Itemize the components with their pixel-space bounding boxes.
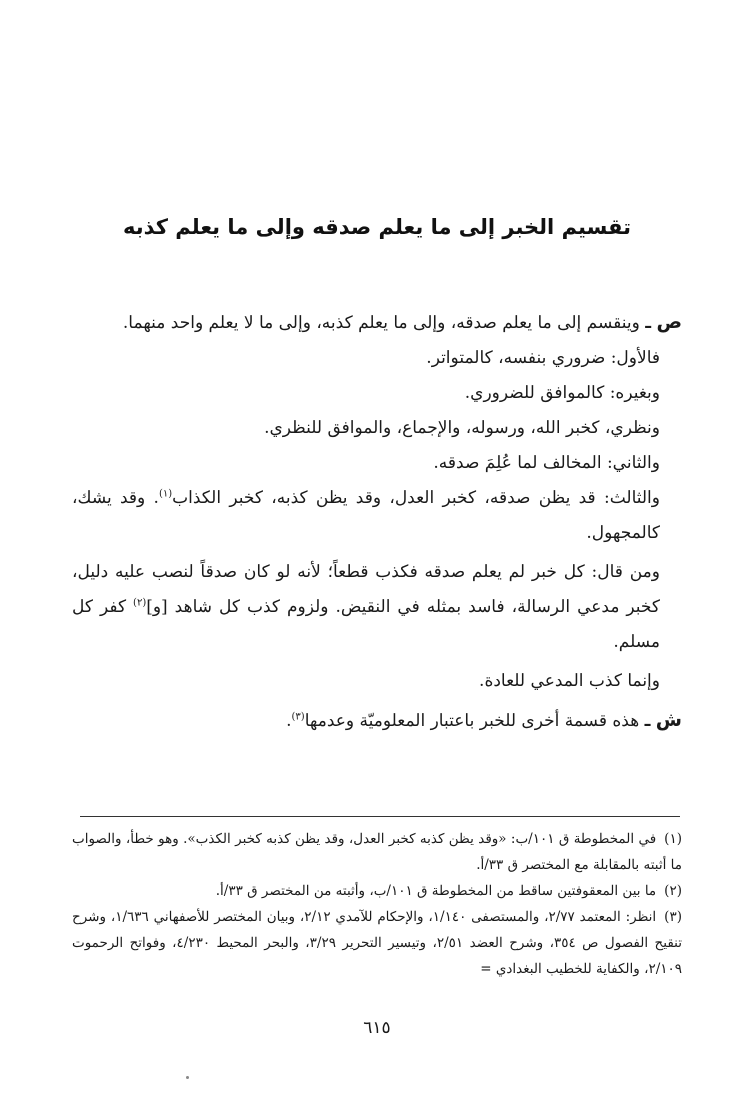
section-heading: تقسيم الخبر إلى ما يعلم صدقه وإلى ما يعلم كذبه — [123, 215, 631, 239]
footnote-number: (٣) — [664, 909, 682, 925]
page-number: ٦١٥ — [363, 1018, 391, 1038]
footnote-1 — [72, 826, 682, 878]
paragraph-body: هذه قسمة أخرى للخبر باعتبار المعلوميّة وعدمها — [304, 711, 645, 731]
paragraph-body-end: كفر كل مسلم. — [72, 597, 660, 652]
footnotes — [72, 826, 682, 982]
footnote-text: ما بين المعقوفتين ساقط من المخطوطة ق ١٠١/ب، وأثبته من المختصر ق ٣٣/أ. — [215, 883, 657, 899]
footnote-2 — [72, 878, 682, 904]
paragraph-body: وينقسم إلى ما يعلم صدقه، وإلى ما يعلم كذبه، وإلى ما لا يعلم واحد منهما. — [122, 313, 646, 333]
paragraph-body-end: . وقد يشك، كالمجهول. — [72, 488, 660, 543]
footnote-ref-1[interactable]: (١) — [158, 488, 173, 500]
marker-dash: ـ — [645, 313, 652, 333]
paragraph-theoretical: ونظري، كخبر الله، ورسوله، والإجماع، والموافق للنظري. — [264, 418, 660, 438]
paragraph-second-type: والثاني: المخالف لما عُلِمَ صدقه. — [433, 453, 660, 473]
paragraph-body: والثالث: قد يظن صدقه، كخبر العدل، وقد يظن كذبه، كخبر الكذاب — [172, 488, 660, 508]
footnote-number: (٢) — [664, 883, 682, 899]
paragraph-first-type: فالأول: ضروري بنفسه، كالمتواتر. — [426, 348, 660, 368]
footnote-ref-2[interactable]: (٢) — [133, 597, 147, 609]
footnote-divider — [80, 816, 680, 817]
footnote-3 — [72, 904, 682, 982]
paragraph-objection — [72, 555, 682, 660]
footnote-number: (١) — [664, 831, 682, 847]
commentary-marker: ش — [655, 709, 682, 731]
paragraph-commentary — [72, 703, 682, 739]
footnote-text: انظر: المعتمد ٢/٧٧، والمستصفى ١/١٤٠، والإحكام للآمدي ٢/١٢، وبيان المختصر للأصفهاني ١/٦٣٦، وشرح تنقيح الفصول ص ٣٥٤، وشرح العضد ٢/٥١، وتيسير التحرير ٣/٢٩، والبحر المحيط ٤/٢٣٠، وفواتح الرحموت ٢/١٠٩، والكفاية للخطيب البغدادي = — [72, 909, 682, 977]
scan-speck — [186, 1076, 189, 1079]
paragraph-body: ومن قال: كل خبر لم يعلم صدقه فكذب قطعاً؛ لأنه لو كان صدقاً لنصب عليه دليل، كخبر مدعي الرسالة، فاسد بمثله في النقيض. ولزوم كذب كل شاهد [و] — [72, 562, 660, 617]
paragraph-by-other: وبغيره: كالموافق للضروري. — [464, 383, 660, 403]
paragraph-body-end: . — [286, 711, 292, 731]
main-text — [72, 305, 682, 739]
paragraph-text-statement — [72, 305, 682, 341]
footnote-ref-3[interactable]: (٣) — [291, 711, 305, 723]
text-marker: ص — [656, 311, 682, 333]
paragraph-third-type — [72, 481, 682, 551]
paragraph-claimant: وإنما كذب المدعي للعادة. — [479, 671, 660, 691]
marker-dash: ـ — [644, 711, 651, 731]
footnote-text: في المخطوطة ق ١٠١/ب: «وقد يظن كذبه كخبر العدل، وقد يظن كذبه كخبر الكذب». وهو خطأ، والصواب ما أثبته بالمقابلة مع المختصر ق ٣٣/أ. — [72, 831, 682, 873]
